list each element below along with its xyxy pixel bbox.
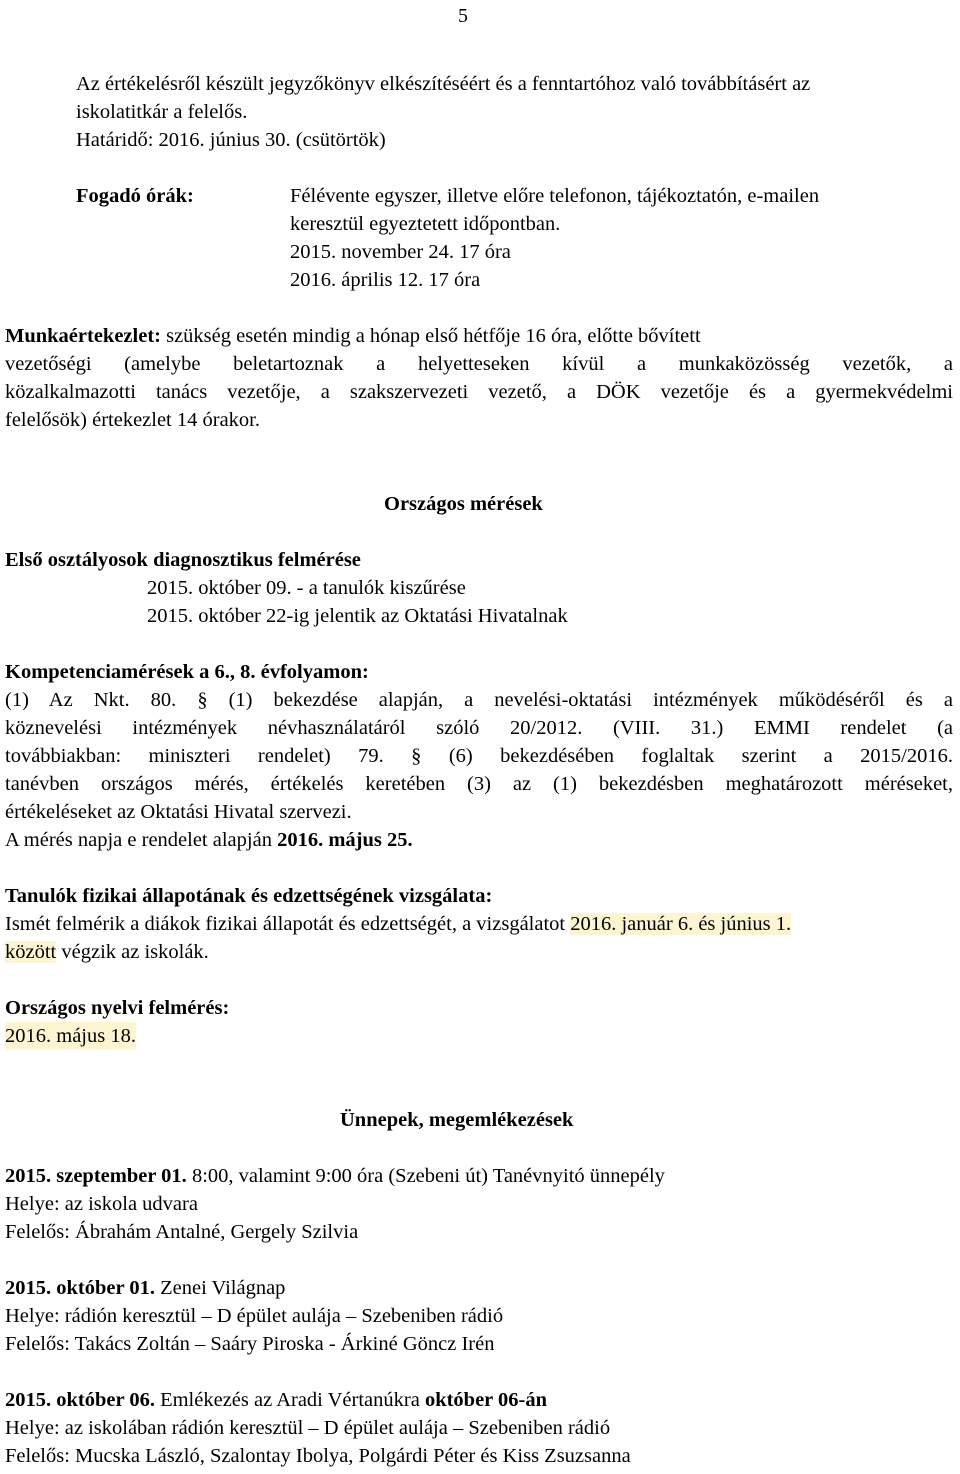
office-hours-date-1: 2015. november 24. 17 óra [290,241,511,263]
office-hours-date-2: 2016. április 12. 17 óra [290,269,481,291]
staff-meeting-line-1: Munkaértekezlet: szükség esetén mindig a hónap első hétfője 16 óra, előtte bővített [5,325,701,347]
competence-date: 2016. május 25. [277,829,413,851]
event-2-place: Helye: rádión keresztül – D épület aulája – Szebeniben rádió [5,1305,504,1327]
intro-line-1: Az értékelésről készült jegyzőkönyv elkészítéséért és a fenntartóhoz való továbbításért az [76,73,811,95]
event-date: 2015. szeptember 01. [5,1165,187,1187]
event-1-responsible: Felelős: Ábrahám Antalné, Gergely Szilvia [5,1221,359,1243]
physical-line-2: között végzik az iskolák. [5,941,209,963]
staff-meeting-line-2: vezetőségi (amelybe beletartoznak a helyetteseken kívül a munkaközösség vezetők, a [5,353,953,375]
event-1-title: 2015. szeptember 01. 8:00, valamint 9:00 óra (Szebeni út) Tanévnyitó ünnepély [5,1165,665,1187]
office-hours-label: Fogadó órák: [76,185,194,207]
event-2-title: 2015. október 01. Zenei Világnap [5,1277,286,1299]
intro-line-2: iskolatitkár a felelős. [76,101,248,123]
language-date: 2016. május 18. [5,1022,136,1050]
competence-line-1: (1) Az Nkt. 80. § (1) bekezdése alapján, a nevelési-oktatási intézmények működéséről és a [5,689,953,711]
first-grade-heading: Első osztályosok diagnosztikus felmérése [5,549,361,571]
physical-line-1: Ismét felmérik a diákok fizikai állapotát és edzettségét, a vizsgálatot 2016. január 6. és június 1. [5,913,792,935]
event-3-place: Helye: az iskolában rádión keresztül – D épület aulája – Szebeniben rádió [5,1417,611,1439]
event-1-place: Helye: az iskola udvara [5,1193,198,1215]
section-title-national-measurements: Országos mérések [384,493,543,515]
staff-meeting-line-3: közalkalmazotti tanács vezetője, a szakszervezeti vezető, a DÖK vezetője és a gyermekvédelmi [5,381,953,403]
event-date: 2015. október 06. [5,1389,155,1411]
language-heading: Országos nyelvi felmérés: [5,997,230,1019]
event-2-responsible: Felelős: Takács Zoltán – Saáry Piroska - Árkiné Göncz Irén [5,1333,495,1355]
event-3-responsible: Felelős: Mucska László, Szalontay Ibolya, Polgárdi Péter és Kiss Zsuzsanna [5,1445,631,1467]
physical-highlight-dates: 2016. január 6. és június 1. [570,913,792,935]
first-grade-item-2: 2015. október 22-ig jelentik az Oktatási Hivatalnak [147,605,568,627]
first-grade-item-1: 2015. október 09. - a tanulók kiszűrése [147,577,466,599]
event-3-title: 2015. október 06. Emlékezés az Aradi Vértanúkra október 06-án [5,1389,548,1411]
section-title-celebrations: Ünnepek, megemlékezések [340,1109,574,1131]
competence-line-4: tanévben országos mérés, értékelés keretében (3) az (1) bekezdésben meghatározott méréseket, [5,773,953,795]
office-hours-line-2: keresztül egyeztetett időpontban. [290,213,561,235]
competence-line-2: köznevelési intézmények névhasználatáról szóló 20/2012. (VIII. 31.) EMMI rendelet (a [5,717,953,739]
competence-line-5: értékeléseket az Oktatási Hivatal szervezi. [5,801,352,823]
competence-heading: Kompetenciamérések a 6., 8. évfolyamon: [5,661,369,683]
competence-line-3: továbbiakban: miniszteri rendelet) 79. § (6) bekezdésében foglaltak szerint a 2015/2016. [5,745,953,767]
physical-heading: Tanulók fizikai állapotának és edzettségének vizsgálata: [5,885,493,907]
staff-meeting-line-4: felelősök) értekezlet 14 órakor. [5,409,260,431]
staff-meeting-label: Munkaértekezlet: [5,325,161,347]
competence-date-line: A mérés napja e rendelet alapján 2016. május 25. [5,829,413,851]
office-hours-line-1: Félévente egyszer, illetve előre telefonon, tájékoztatón, e-mailen [290,185,820,207]
deadline: Határidő: 2016. június 30. (csütörtök) [76,129,386,151]
page-number: 5 [458,5,468,27]
event-date: 2015. október 01. [5,1277,155,1299]
